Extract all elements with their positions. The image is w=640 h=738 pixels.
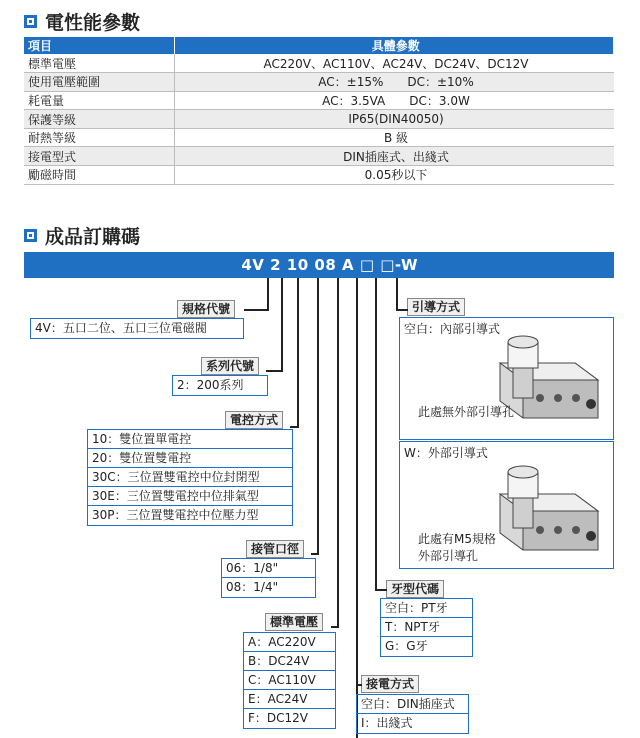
table-row xyxy=(24,147,614,166)
list-item: A：AC220V xyxy=(244,633,335,652)
list-item: T：NPT牙 xyxy=(381,618,472,637)
pilot-external-note-1: 此處有M5規格 xyxy=(418,532,496,546)
pilot-internal-note: 此處無外部引導孔 xyxy=(418,405,515,419)
list-item: 4V：五口二位、五口三位電磁閥 xyxy=(35,321,207,335)
table-row xyxy=(24,166,614,185)
row-label: 標準電壓 xyxy=(24,54,174,73)
col-header-item: 項目 xyxy=(24,37,174,54)
list-item: B：DC24V xyxy=(244,652,335,671)
section-title-text: 成品訂購碼 xyxy=(45,226,141,248)
row-value: B 級 xyxy=(174,128,614,147)
list-item: 空白：DIN插座式 xyxy=(357,695,468,714)
pilot-header: 引導方式 xyxy=(407,298,465,316)
list-item: G：G牙 xyxy=(385,639,428,653)
std-voltage-box xyxy=(243,632,336,729)
thread-box xyxy=(380,598,473,657)
row-label: 使用電壓範圍 xyxy=(24,73,174,92)
pilot-internal-panel xyxy=(399,317,614,440)
thread-header: 牙型代碼 xyxy=(386,580,444,598)
leader-line xyxy=(267,278,269,311)
control-mode-box xyxy=(87,429,293,526)
row-value: 0.05秒以下 xyxy=(174,166,614,185)
leader-line xyxy=(311,553,319,555)
wiring-header: 接電方式 xyxy=(361,675,419,693)
section-title-electrical xyxy=(24,8,140,35)
table-row xyxy=(24,110,614,129)
series-code-header: 系列代號 xyxy=(201,357,259,375)
leader-line xyxy=(317,278,319,554)
pilot-external-note-2: 外部引導孔 xyxy=(418,549,479,563)
leader-line xyxy=(375,589,387,591)
port-size-header: 接管口徑 xyxy=(246,540,304,558)
square-bullet-icon xyxy=(24,229,37,242)
pilot-internal-label: 空白：內部引導式 xyxy=(404,322,501,336)
list-item: 10：雙位置單電控 xyxy=(88,430,292,449)
leader-line xyxy=(297,278,299,428)
table-row xyxy=(24,73,614,92)
std-voltage-header: 標準電壓 xyxy=(265,613,323,631)
section-title-text: 電性能參數 xyxy=(45,12,141,34)
square-bullet-icon xyxy=(24,15,37,28)
order-code-bar xyxy=(24,252,614,278)
pilot-external-label: W：外部引導式 xyxy=(404,446,488,460)
row-value: AC：3.5VA DC：3.0W xyxy=(174,91,614,110)
leader-line xyxy=(290,426,298,428)
list-item: 30E：三位置雙電控中位排氣型 xyxy=(88,487,292,506)
row-value: AC220V、AC110V、AC24V、DC24V、DC12V xyxy=(174,54,614,73)
list-item: E：AC24V xyxy=(244,690,335,709)
row-label: 耐熱等級 xyxy=(24,128,174,147)
list-item: 30C：三位置雙電控中位封閉型 xyxy=(88,468,292,487)
leader-line xyxy=(396,278,398,310)
series-code-box xyxy=(172,375,268,396)
row-label: 勵磁時間 xyxy=(24,166,174,185)
list-item: 2：200系列 xyxy=(177,378,244,392)
leader-line xyxy=(281,278,283,372)
table-row xyxy=(24,128,614,147)
leader-line xyxy=(331,626,339,628)
row-label: 接電型式 xyxy=(24,147,174,166)
list-item: F：DC12V xyxy=(248,711,309,725)
port-size-box xyxy=(221,558,316,598)
leader-line xyxy=(266,370,282,372)
table-row xyxy=(24,54,614,73)
leader-line xyxy=(396,309,408,311)
leader-line xyxy=(356,278,358,738)
table-row xyxy=(24,91,614,110)
list-item: 20：雙位置雙電控 xyxy=(88,449,292,468)
row-label: 耗電量 xyxy=(24,91,174,110)
row-value: IP65(DIN40050) xyxy=(174,110,614,129)
list-item: 06：1/8" xyxy=(222,559,315,578)
control-mode-header: 電控方式 xyxy=(225,411,283,429)
list-item: I：出綫式 xyxy=(361,716,413,730)
leader-line xyxy=(244,309,268,311)
spec-table xyxy=(24,37,614,185)
row-label: 保護等級 xyxy=(24,110,174,129)
wiring-box xyxy=(356,694,469,734)
leader-line xyxy=(356,684,362,686)
spec-code-box xyxy=(30,318,244,339)
spec-code-header: 規格代號 xyxy=(177,300,235,318)
list-item: C：AC110V xyxy=(244,671,335,690)
row-value: DIN插座式、出綫式 xyxy=(174,147,614,166)
pilot-external-panel xyxy=(399,441,614,569)
order-code: 4V 2 10 08 A □ □-W xyxy=(241,256,418,274)
leader-line xyxy=(337,278,339,628)
leader-line xyxy=(375,278,377,590)
row-value: AC：±15% DC：±10% xyxy=(174,73,614,92)
col-header-param: 具體參數 xyxy=(174,37,614,54)
list-item: 30P：三位置雙電控中位壓力型 xyxy=(92,508,259,522)
section-title-order xyxy=(24,222,140,249)
list-item: 08：1/4" xyxy=(226,580,279,594)
list-item: 空白：PT牙 xyxy=(381,599,472,618)
